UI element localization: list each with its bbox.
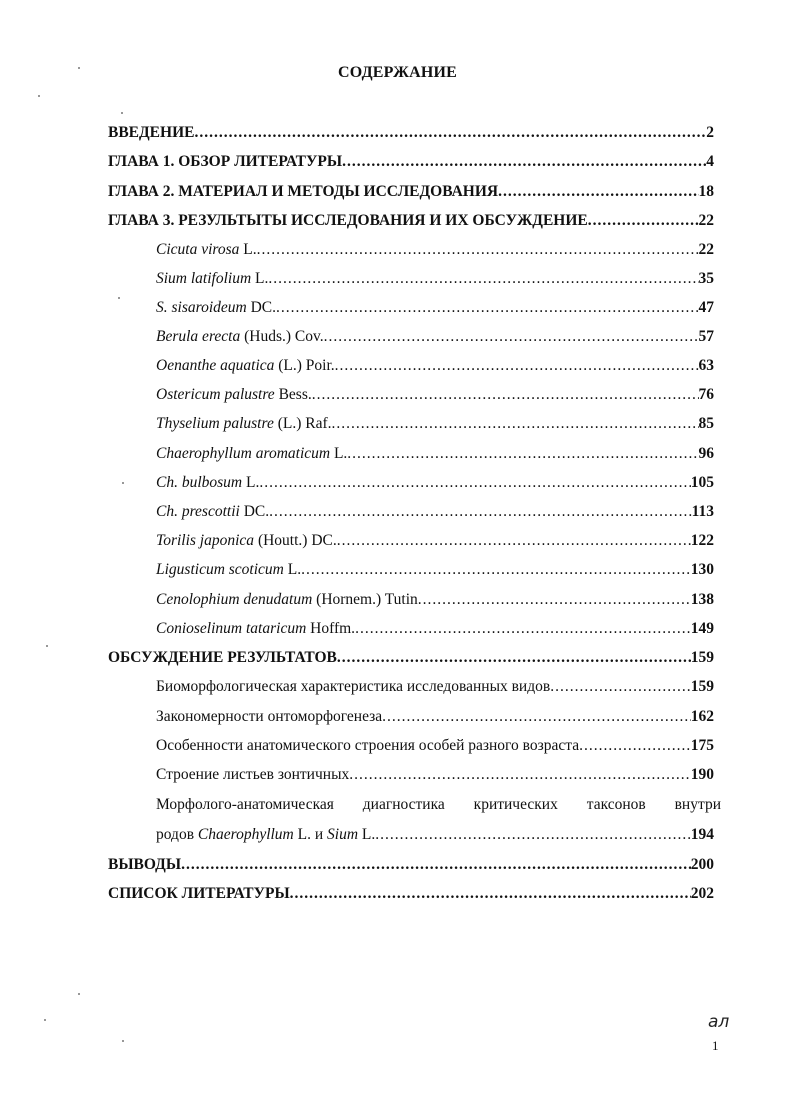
page-title: СОДЕРЖАНИЕ [337,64,458,81]
dot-leader [335,357,699,375]
toc-entry-page: 105 [690,474,714,491]
toc-entry-label: СПИСОК ЛИТЕРАТУРЫ [108,885,290,902]
species-author: (L.) Raf. [273,415,332,432]
toc-entry-label: Строение листьев зонтичных [156,766,350,783]
species-author: (Huds.) Cov. [240,328,324,345]
toc-entry-label [156,503,269,521]
toc-entry-label [156,532,337,550]
toc-entry-label: ВЫВОДЫ [108,856,182,873]
toc-entry-page: 2 [706,124,714,141]
toc-entry-species[interactable] [156,415,714,437]
toc-entry-label: Закономерности онтоморфогенеза [156,708,383,725]
dot-leader [290,885,691,903]
toc-entry-subsection[interactable] [156,737,714,759]
dot-leader [382,708,691,726]
toc-entry-page: 18 [698,183,714,200]
toc-entry-page: 202 [690,885,714,902]
toc-entry-subsection-line1[interactable]: Морфолого-анатомическая диагностика критических таксонов внутри [156,796,721,813]
toc-entry-species[interactable] [156,357,714,379]
toc-entry-page: 175 [690,737,714,754]
text-part: L. и [293,826,328,843]
toc-entry-subsection[interactable] [156,678,714,700]
toc-entry-label [156,474,259,492]
toc-entry-subsection-line2[interactable] [156,826,714,848]
species-author: L. [239,241,257,258]
toc-entry-subsection[interactable] [156,766,714,788]
dot-leader [181,856,691,874]
species-author: Hoffm. [306,620,356,637]
scan-speck [121,112,123,114]
scan-speck [38,95,40,97]
scan-speck [78,993,80,995]
dot-leader [355,620,691,638]
toc-entry-page: 57 [698,328,714,345]
toc-entry-chapter-3[interactable] [108,212,714,234]
toc-entry-species[interactable] [156,503,714,525]
toc-entry-label [156,299,276,317]
dot-leader [301,561,691,579]
toc-entry-page: 122 [690,532,714,549]
toc-entry-subsection[interactable] [156,708,714,730]
dot-leader [349,766,691,784]
toc-entry-page: 138 [690,591,714,608]
dot-leader [257,241,699,259]
species-name: Cenolophium denudatum [156,591,313,608]
toc-entry-label: ОБСУЖДЕНИЕ РЕЗУЛЬТАТОВ [108,649,337,666]
toc-entry-label: ГЛАВА 1. ОБЗОР ЛИТЕРАТУРЫ [108,153,343,170]
toc-entry-label [156,826,375,844]
scan-speck [46,645,48,647]
species-name: Torilis japonica [156,532,255,549]
text-part: родов [156,826,198,843]
dot-leader [418,591,691,609]
dot-leader [276,299,698,317]
toc-entry-page: 162 [690,708,714,725]
species-name: Conioselinum tataricum [156,620,307,637]
toc-entry-label: Особенности анатомического строения особей разного возраста [156,737,580,754]
species-author: (Hornem.) Tutin [312,591,418,608]
toc-entry-species[interactable] [156,445,714,467]
toc-entry-page: 85 [698,415,714,432]
toc-entry-species[interactable] [156,270,714,292]
species-name: Ch. bulbosum [156,474,243,491]
toc-entry-label [156,270,268,288]
toc-entry-label [156,386,312,404]
species-name: Ch. prescottii [156,503,240,520]
toc-entry-label [156,591,418,609]
toc-entry-label [156,445,347,463]
dot-leader [347,445,698,463]
dot-leader [324,328,699,346]
species-name: Ostericum palustre [156,386,275,403]
genus-name: Sium [327,826,359,843]
toc-entry-page: 63 [698,357,714,374]
toc-entry-label [156,241,257,259]
toc-entry-label: Биоморфологическая характеристика исследованных видов [156,678,551,695]
dot-leader [375,826,691,844]
toc-entry-chapter-1[interactable] [108,153,714,175]
toc-entry-page: 159 [690,649,714,666]
dot-leader [312,386,699,404]
handwritten-initials: ал [708,1012,730,1032]
species-author: L. [242,474,260,491]
toc-entry-conclusions[interactable] [108,856,714,878]
dot-leader [342,153,706,171]
toc-entry-page: 96 [698,445,714,462]
page-number: 1 [712,1038,719,1053]
toc-entry-species[interactable] [156,532,714,554]
toc-entry-page: 190 [690,766,714,783]
toc-entry-species[interactable] [156,561,714,583]
dot-leader [332,415,699,433]
toc-entry-page: 194 [690,826,714,843]
genus-name: Chaerophyllum [197,826,294,843]
dot-leader [268,270,698,288]
toc-entry-page: 159 [690,678,714,695]
species-name: Thyselium palustre [156,415,274,432]
species-name: Cicuta virosa [156,241,240,258]
toc-entry-page: 22 [698,212,714,229]
toc-entry-page: 22 [698,241,714,258]
scan-speck [78,67,80,69]
toc-entry-label [156,415,332,433]
species-author: (L.) Poir. [274,357,335,374]
dot-leader [498,183,698,201]
toc-entry-chapter-2[interactable] [108,183,714,205]
toc-entry-species[interactable] [156,386,714,408]
toc-entry-page: 149 [690,620,714,637]
species-name: S. sisaroideum [156,299,247,316]
scan-speck [122,1040,124,1042]
dot-leader [269,503,691,521]
species-name: Ligusticum scoticum [156,561,284,578]
toc-entry-species[interactable] [156,474,714,496]
dot-leader [259,474,690,492]
species-name: Oenanthe aquatica [156,357,275,374]
toc-entry-label [156,328,324,346]
toc-entry-species[interactable] [156,299,714,321]
scan-speck [44,1019,46,1021]
scan-speck [118,297,120,299]
toc-entry-label [156,561,301,579]
toc-entry-page: 76 [698,386,714,403]
toc-entry-label: ГЛАВА 2. МАТЕРИАЛ И МЕТОДЫ ИССЛЕДОВАНИЯ [108,183,499,200]
toc-entry-references[interactable] [108,885,714,907]
species-name: Sium latifolium [156,270,252,287]
species-name: Chaerophyllum aromaticum [156,445,331,462]
species-author: DC. [239,503,270,520]
toc-entry-label [156,620,355,638]
toc-entry-label [156,357,335,375]
toc-entry-page: 35 [698,270,714,287]
toc-entry-species[interactable] [156,620,714,642]
species-author: Bess. [274,386,312,403]
toc-entry-page: 130 [690,561,714,578]
dot-leader [337,649,691,667]
scan-speck [122,482,124,484]
toc-entry-species[interactable] [156,328,714,350]
toc-entry-introduction[interactable] [108,124,714,146]
text-part: L. [358,826,376,843]
dot-leader [194,124,706,142]
species-author: L. [251,270,269,287]
species-name: Berula erecta [156,328,241,345]
dot-leader [588,212,699,230]
dot-leader [337,532,691,550]
dot-leader [550,678,691,696]
toc-entry-discussion[interactable] [108,649,714,671]
species-author: L. [330,445,348,462]
toc-entry-label: ВВЕДЕНИЕ [108,124,195,141]
species-author: L. [283,561,302,578]
toc-entry-species[interactable] [156,591,714,613]
toc-entry-page: 4 [706,153,714,170]
toc-entry-page: 113 [691,503,714,520]
toc-entry-page: 47 [698,299,714,316]
dot-leader [579,737,691,755]
toc-entry-species[interactable] [156,241,714,263]
toc-entry-label: ГЛАВА 3. РЕЗУЛЬТЫТЫ ИССЛЕДОВАНИЯ И ИХ ОБСУЖДЕНИЕ [108,212,588,229]
species-author: (Houtt.) DC. [254,532,337,549]
species-author: DC. [246,299,277,316]
toc-entry-page: 200 [690,856,714,873]
